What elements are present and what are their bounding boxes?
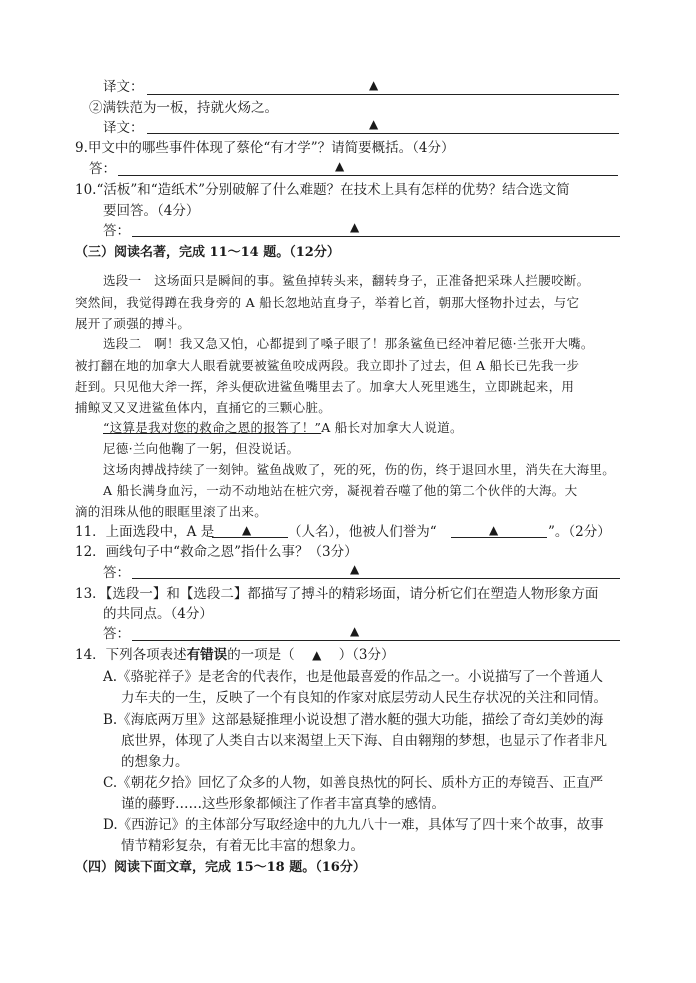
answer-label-13: 答： <box>103 626 130 642</box>
answer-label-12: 答： <box>103 565 130 581</box>
question-12: 12．画线句子中“救命之恩”指什么事？（3分） <box>75 544 358 560</box>
option-d-line-2: 情节精彩复杂，有着无比丰富的想象力。 <box>121 838 364 854</box>
answer-line-12[interactable] <box>132 578 620 579</box>
option-b-line-1[interactable]: B.《海底两万里》这部悬疑推理小说设想了潜水艇的强大功能，描绘了奇幻美妙的海 <box>103 712 604 728</box>
triangle-icon: ▲ <box>369 117 379 131</box>
blank-q11-name[interactable] <box>212 537 288 538</box>
question-10-line-1: 10.“活板”和“造纸术”分别破解了什么难题？在技术上具有怎样的优势？结合选文简 <box>75 182 570 198</box>
question-14-part-3: ）（3分） <box>338 647 395 663</box>
answer-label-10: 答： <box>103 223 130 239</box>
passage-1-line-2: 突然间，我觉得蹲在我身旁的 A 船长忽地站直身子，举着匕首，朝那大怪物扑过去，与它 <box>75 295 580 310</box>
passage-3 <box>103 418 463 438</box>
passage-4: 尼德·兰向他鞠了一躬，但没说话。 <box>103 441 300 456</box>
passage-2-line-1: 选段二 啊！我又急又怕，心都提到了嗓子眼了！那条鲨鱼已经冲着尼德·兰张开大嘴。 <box>103 336 594 351</box>
passage-1-line-3: 展开了顽强的搏斗。 <box>75 316 191 331</box>
section-4-heading: （四）阅读下面文章，完成 15～18 题。（16分） <box>75 860 366 875</box>
sentence-2: ②满铁范为一板，持就火炀之。 <box>89 100 278 116</box>
option-a-line-2: 力车夫的一生，反映了一个有良知的作家对底层劳动人民生存状况的关注和同情。 <box>121 690 607 706</box>
answer-line-9[interactable] <box>118 175 618 176</box>
answer-label-9: 答： <box>89 161 116 177</box>
option-c-line-1[interactable]: C.《朝花夕拾》回忆了众多的人物，如善良热忱的阿长、质朴方正的寿镜吾、正直严 <box>103 775 604 791</box>
passage-1-line-1: 选段一 这场面只是瞬间的事。鲨鱼掉转头来，翻转身子，正准备把采珠人拦腰咬断。 <box>103 273 590 288</box>
question-10-line-2: 要回答。（4分） <box>103 203 200 219</box>
translation-label-1: 译文： <box>103 79 144 95</box>
passage-2-line-2: 被打翻在地的加拿大人眼看就要被鲨鱼咬成两段。我立即扑了过去，但 A 船长已先我一步 <box>75 358 580 373</box>
passage-6-line-2: 滴的泪珠从他的眼眶里滚了出来。 <box>75 504 268 519</box>
translation-label-2: 译文： <box>103 120 144 136</box>
question-14-part-1: 14．下列各项表述 <box>75 647 187 663</box>
section-3-heading: （三）阅读名著，完成 11～14 题。（12分） <box>75 245 340 260</box>
question-11-part-3: ”。（2分） <box>548 524 611 540</box>
answer-line-translation-1[interactable] <box>147 94 619 95</box>
option-a-line-1[interactable]: A.《骆驼祥子》是老舍的代表作，也是他最喜爱的作品之一。小说描写了一个普通人 <box>103 669 604 685</box>
triangle-icon[interactable]: ▲ <box>312 648 322 662</box>
triangle-icon: ▲ <box>350 562 360 576</box>
passage-3-rest: A 船长对加拿大人说道。 <box>321 420 463 435</box>
option-c-line-2: 谨的藤野……这些形象都倾注了作者丰富真挚的感情。 <box>121 796 445 812</box>
answer-line-10[interactable] <box>132 236 620 237</box>
option-d-line-1[interactable]: D.《西游记》的主体部分写取经途中的九九八十一难，具体写了四十来个故事，故事 <box>103 817 604 833</box>
triangle-icon: ▲ <box>369 78 379 92</box>
option-b-line-2: 底世界，体现了人类自古以来渴望上天下海、自由翱翔的梦想，也显示了作者非凡 <box>121 733 607 749</box>
question-11-part-2: （人名），他被人们誉为“ <box>288 524 437 540</box>
question-14-part-2: 的一项是（ <box>227 647 295 663</box>
answer-line-13[interactable] <box>132 640 620 641</box>
question-14 <box>75 645 395 665</box>
passage-2-line-4: 捕鲸叉又叉进鲨鱼体内，直捅它的三颗心脏。 <box>75 400 332 415</box>
passage-5: 这场肉搏战持续了一刻钟。鲨鱼战败了，死的死，伤的伤，终于退回水里，消失在大海里。 <box>103 462 616 477</box>
triangle-icon: ▲ <box>489 523 499 537</box>
triangle-icon: ▲ <box>335 159 345 173</box>
triangle-icon: ▲ <box>350 220 360 234</box>
blank-q11-title[interactable] <box>451 537 547 538</box>
triangle-icon: ▲ <box>242 523 252 537</box>
underlined-sentence: “这算是我对您的救命之恩的报答了！” <box>103 420 322 435</box>
option-b-line-3: 的想象力。 <box>121 754 189 770</box>
triangle-icon: ▲ <box>350 624 360 638</box>
question-14-emphasis: 有错误 <box>186 647 228 663</box>
passage-2-line-3: 赶到。只见他大斧一挥，斧头便砍进鲨鱼嘴里去了。加拿大人死里逃生，立即跳起来，用 <box>75 379 575 394</box>
question-11-part-1: 11．上面选段中，A 是 <box>75 524 215 540</box>
passage-6-line-1: A 船长满身血污，一动不动地站在桩穴旁，凝视着吞噬了他的第二个伙伴的大海。大 <box>103 483 578 498</box>
question-13-line-2: 的共同点。（4分） <box>103 606 213 622</box>
answer-line-translation-2[interactable] <box>147 133 619 134</box>
question-9: 9.甲文中的哪些事件体现了蔡伦“有才学”？请简要概括。（4分） <box>75 140 455 156</box>
question-13-line-1: 13．【选段一】和【选段二】都描写了搏斗的精彩场面，请分析它们在塑造人物形象方面 <box>75 586 599 602</box>
